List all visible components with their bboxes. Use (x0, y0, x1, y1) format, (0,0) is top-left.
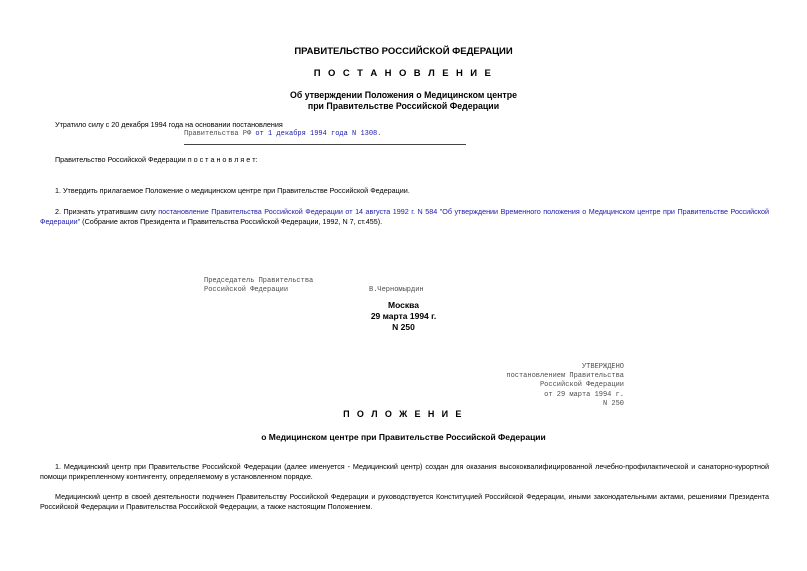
decree-intro-text: Правительство Российской Федерации (55, 155, 188, 164)
regulation-section-2 (40, 492, 769, 512)
regulation-section-2-text: Медицинский центр в своей деятельности подчинен Правительству Российской Федерации и руководствуется Конституцией Российской Федерации, иными законодательными актами, решениями Президента Российской Федерации и Правительства Российской Федерации, а также настоящим Положением. (40, 492, 769, 511)
decree-intro-spaced: п о с т а н о в л я е т: (187, 155, 258, 164)
decree-number: N 250 (392, 322, 415, 332)
approval-line2: постановлением Правительства (506, 372, 624, 381)
decree-title (0, 90, 807, 112)
repeal-decree-link[interactable]: от 1 декабря 1994 года N 1308 (255, 130, 378, 138)
paragraph-1 (40, 186, 769, 196)
place-date-block (0, 300, 807, 333)
decree-title-line2: при Правительстве Российской Федерации (307, 101, 500, 111)
approval-line1: УТВЕРЖДЕНО (581, 363, 624, 371)
decree-intro (55, 155, 258, 164)
paragraph-2 (40, 207, 769, 227)
approval-line3: Российской Федерации (539, 381, 624, 390)
repeal-divider (184, 144, 466, 145)
regulation-heading: П О Л О Ж Е Н И Е (343, 409, 464, 419)
signature-role-line1: Председатель Правительства (204, 277, 314, 285)
repealed-decree-link[interactable]: постановление Правительства Российской Федерации от 14 августа 1992 г. N 584 "Об утверждении Временного положения о Медицинском центре при Правительстве Российской Федерации" (40, 207, 769, 226)
repeal-ref-prefix: Правительства РФ (184, 130, 256, 138)
approval-line5: N 250 (602, 399, 624, 408)
regulation-subheading: о Медицинском центре при Правительстве Российской Федерации (261, 432, 546, 442)
regulation-section-1 (40, 462, 769, 482)
paragraph-2-suffix: (Собрание актов Президента и Правительства Российской Федерации, 1992, N 7, ст.455). (80, 217, 383, 226)
decree-city: Москва (388, 300, 419, 310)
government-heading: ПРАВИТЕЛЬСТВО РОССИЙСКОЙ ФЕДЕРАЦИИ (294, 46, 513, 57)
approval-stamp (506, 363, 624, 409)
approval-line4: от 29 марта 1994 г. (544, 390, 624, 399)
paragraph-1-text: 1. Утвердить прилагаемое Положение о медицинском центре при Правительстве Российской Федерации. (55, 186, 410, 195)
regulation-section-1-text: 1. Медицинский центр при Правительстве Российской Федерации (далее именуется - Медицинский центр) создан для оказания высококвалифицированной лечебно-профилактической и санаторно-курортной помощи прикрепленному контингенту, определяемому в установленном порядке. (40, 462, 769, 481)
repeal-ref-suffix: . (377, 130, 382, 138)
paragraph-2-prefix: 2. Признать утратившим силу (55, 207, 159, 216)
signer-name: В.Черномырдин (369, 286, 424, 294)
repeal-notice: Утратило силу с 20 декабря 1994 года на основании постановления (55, 120, 283, 129)
signature-role-line2: Российской Федерации (204, 286, 289, 294)
decree-type-heading: П О С Т А Н О В Л Е Н И Е (313, 68, 494, 79)
decree-date: 29 марта 1994 г. (370, 311, 437, 321)
repeal-reference (184, 130, 381, 138)
decree-title-line1: Об утверждении Положения о Медицинском центре (289, 90, 517, 100)
